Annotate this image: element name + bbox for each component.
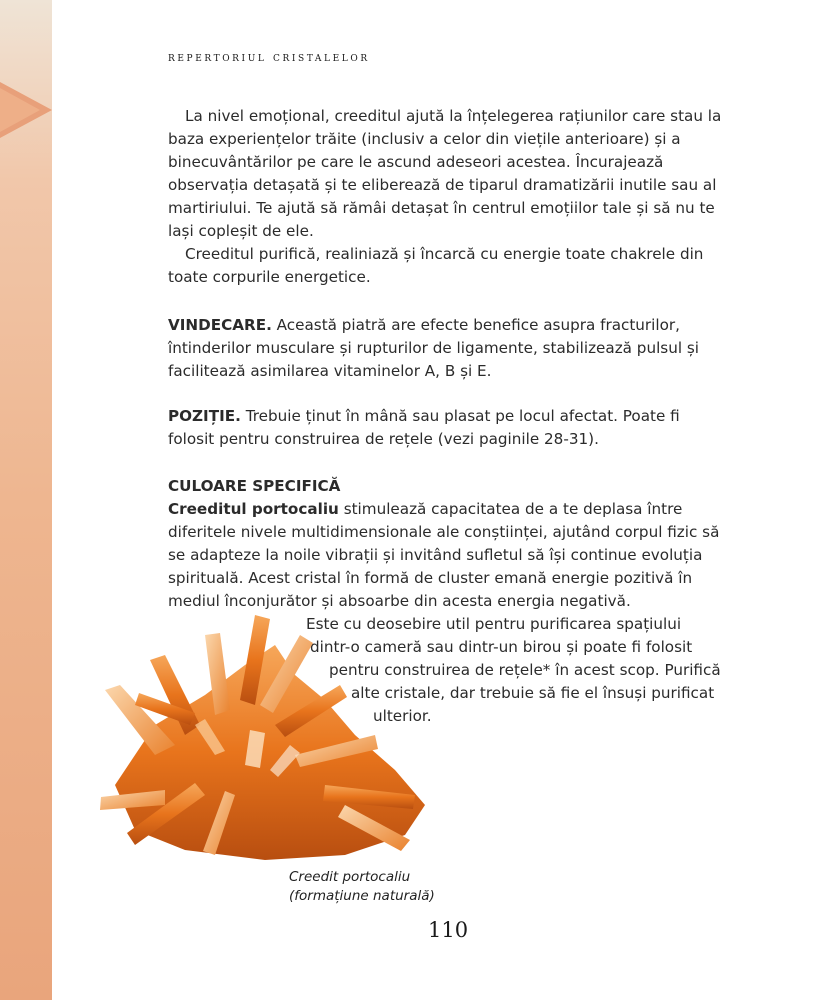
running-head: repertoriul cristalelor: [168, 49, 370, 64]
healing-text: Această piatră are efecte benefice asupra fracturilor, întinderilor musculare și rupturilor de ligamente, stabilizează pulsul și facilitează asimilarea vitaminelor A, B și E.: [168, 316, 700, 380]
healing-paragraph: [168, 314, 728, 383]
healing-label: VINDECARE.: [168, 316, 272, 334]
wrap-line: ulterior.: [373, 707, 432, 725]
color-heading: CULOARE SPECIFICĂ: [168, 477, 341, 495]
page-number: 110: [428, 918, 469, 942]
paragraph-emotional: La nivel emoțional, creeditul ajută la înțelegerea rațiunilor care stau la baza experiențelor trăite (inclusiv a celor din viețile anterioare) și a binecuvântărilor pe care le ascund adeseori acestea. Încurajează observația detașată și te eliberează de tiparul dramatizării inutile sau al martiriului. Te ajută să rămâi detașat în centrul emoțiilor tale și să nu te lași copleșit de ele.: [168, 107, 722, 240]
wrap-line: pentru construirea de rețele* în acest scop. Purifică: [329, 661, 721, 679]
caption-line-1: Creedit portocaliu: [289, 869, 411, 885]
wrap-line: alte cristale, dar trebuie să fie el însuși purificat: [351, 684, 715, 702]
side-decorative-strip: [0, 0, 52, 1000]
orange-creedite-crystal-photo: [95, 605, 430, 865]
section-tab-marker-inner: [0, 88, 40, 132]
crystal-cluster: [100, 615, 425, 860]
color-section: [168, 475, 728, 613]
body-text-block: [168, 105, 728, 289]
color-text: stimulează capacitatea de a te deplasa între diferitele nivele multidimensionale ale conștiinței, ajutând corpul fizic să se adapteze la noile vibrații și invitând sufletul să își continue evoluția spirituală. Acest cristal în formă de cluster emană energie pozitivă în mediul înconjurător și absoarbe din acesta energia negativă.: [168, 500, 720, 610]
color-term: Creeditul portocaliu: [168, 500, 339, 518]
position-label: POZIȚIE.: [168, 407, 241, 425]
position-paragraph: [168, 405, 728, 451]
wrap-line: dintr-o cameră sau dintr-un birou și poate fi folosit: [310, 638, 693, 656]
healing-section: [168, 314, 728, 383]
paragraph-chakras: Creeditul purifică, realiniază și încarcă cu energie toate chakrele din toate corpurile energetice.: [168, 245, 704, 286]
color-paragraph: [168, 498, 728, 613]
figure-caption: [289, 868, 435, 906]
caption-line-2: (formațiune naturală): [289, 888, 435, 904]
position-section: [168, 405, 728, 451]
position-text: Trebuie ținut în mână sau plasat pe locul afectat. Poate fi folosit pentru construirea de rețele (vezi paginile 28-31).: [168, 407, 680, 448]
wrap-line: Este cu deosebire util pentru purificarea spațiului: [306, 615, 682, 633]
